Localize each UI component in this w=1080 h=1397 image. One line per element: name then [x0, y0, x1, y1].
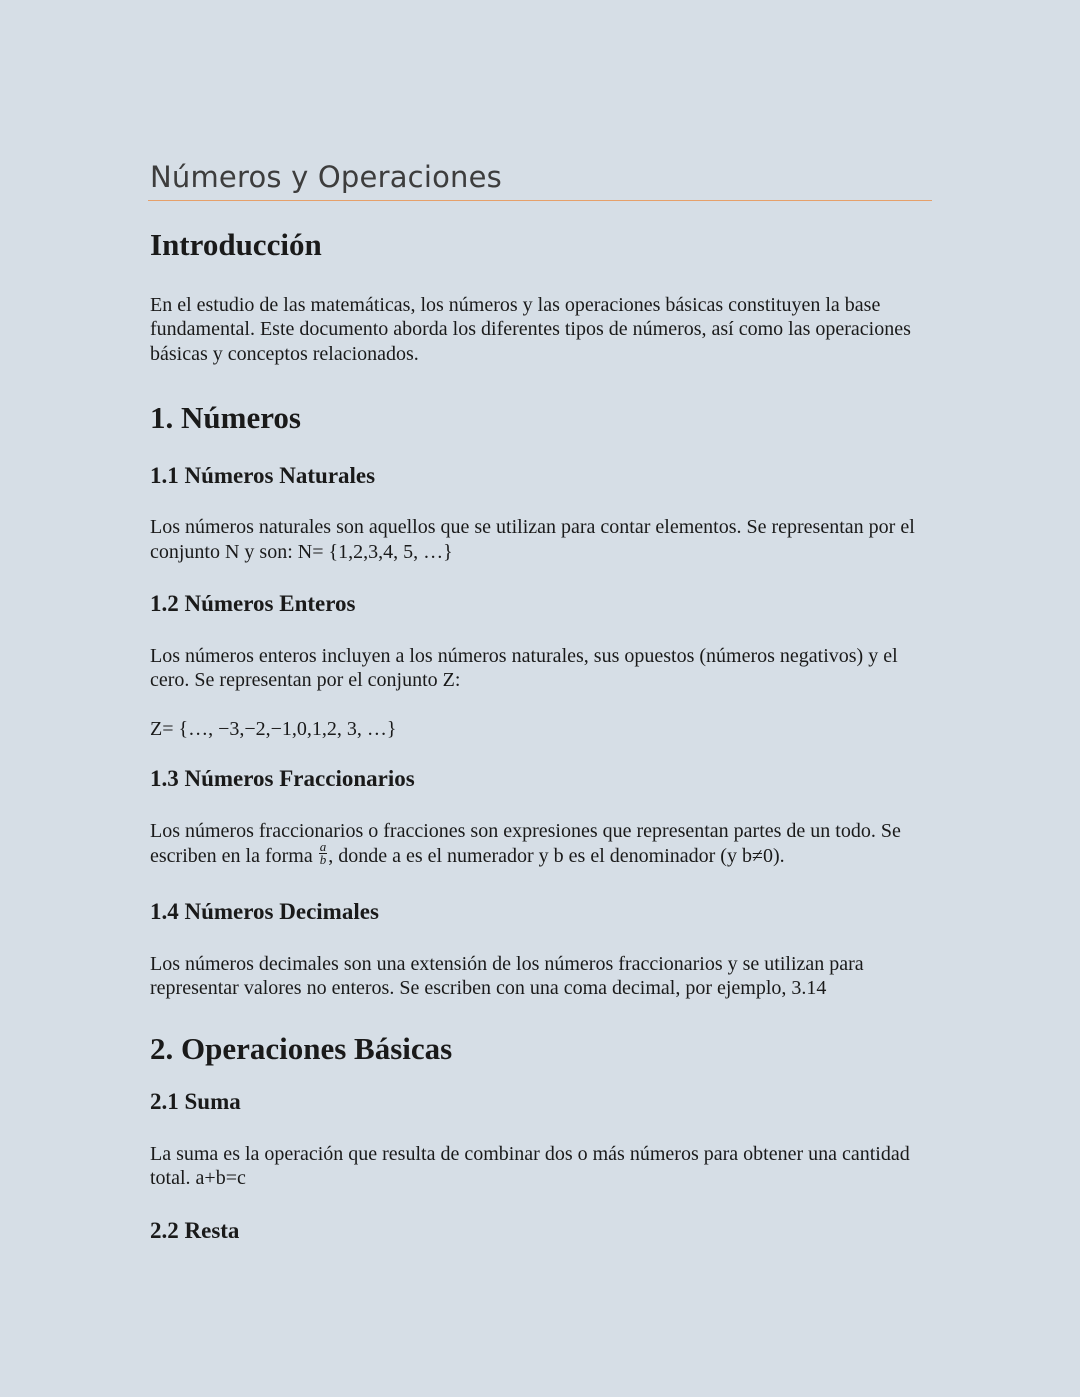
fraction-numerator: a: [319, 839, 327, 855]
suma-heading: 2.1 Suma: [150, 1089, 241, 1115]
decimales-heading: 1.4 Números Decimales: [150, 899, 379, 925]
title-underline: [148, 200, 932, 201]
enteros-set: Z= {…, −3,−2,−1,0,1,2, 3, …}: [150, 717, 397, 740]
intro-heading: Introducción: [150, 227, 322, 262]
resta-heading: 2.2 Resta: [150, 1217, 240, 1243]
naturales-heading: 1.1 Números Naturales: [150, 462, 376, 488]
intro-paragraph: En el estudio de las matemáticas, los números y las operaciones básicas constituyen la base fundamental. Este documento aborda los diferentes tipos de números, así como las operaciones básicas y conceptos relacionados.: [150, 293, 911, 365]
fraccionarios-text-after: , donde a es el numerador y b es el denominador (y b≠0).: [328, 844, 785, 867]
document-page: [150, 160, 932, 1270]
fraccionarios-heading: 1.3 Números Fraccionarios: [150, 766, 415, 792]
fraction-denominator: b: [319, 852, 327, 868]
decimales-paragraph: Los números decimales son una extensión de los números fraccionarios y se utilizan para representar valores no enteros. Se escriben con una coma decimal, por ejemplo, 3.14: [150, 952, 864, 1000]
suma-paragraph: La suma es la operación que resulta de combinar dos o más números para obtener una cantidad total. a+b=c: [150, 1142, 910, 1190]
document-title: Números y Operaciones: [150, 160, 502, 194]
fraccionarios-text-before: Los números fraccionarios o fracciones son expresiones que representan partes de un todo. Se escriben en la forma: [150, 820, 901, 867]
enteros-heading: 1.2 Números Enteros: [150, 591, 356, 617]
fraccionarios-paragraph: [150, 819, 932, 868]
fraction-a-over-b: [319, 841, 328, 866]
section-2-heading: 2. Operaciones Básicas: [150, 1030, 453, 1066]
enteros-paragraph: Los números enteros incluyen a los números naturales, sus opuestos (números negativos) y el cero. Se representan por el conjunto Z:: [150, 644, 898, 692]
section-1-heading: 1. Números: [150, 400, 301, 436]
naturales-paragraph: Los números naturales son aquellos que se utilizan para contar elementos. Se representan por el conjunto N y son: N= {1,2,3,4, 5, …}: [150, 516, 915, 563]
